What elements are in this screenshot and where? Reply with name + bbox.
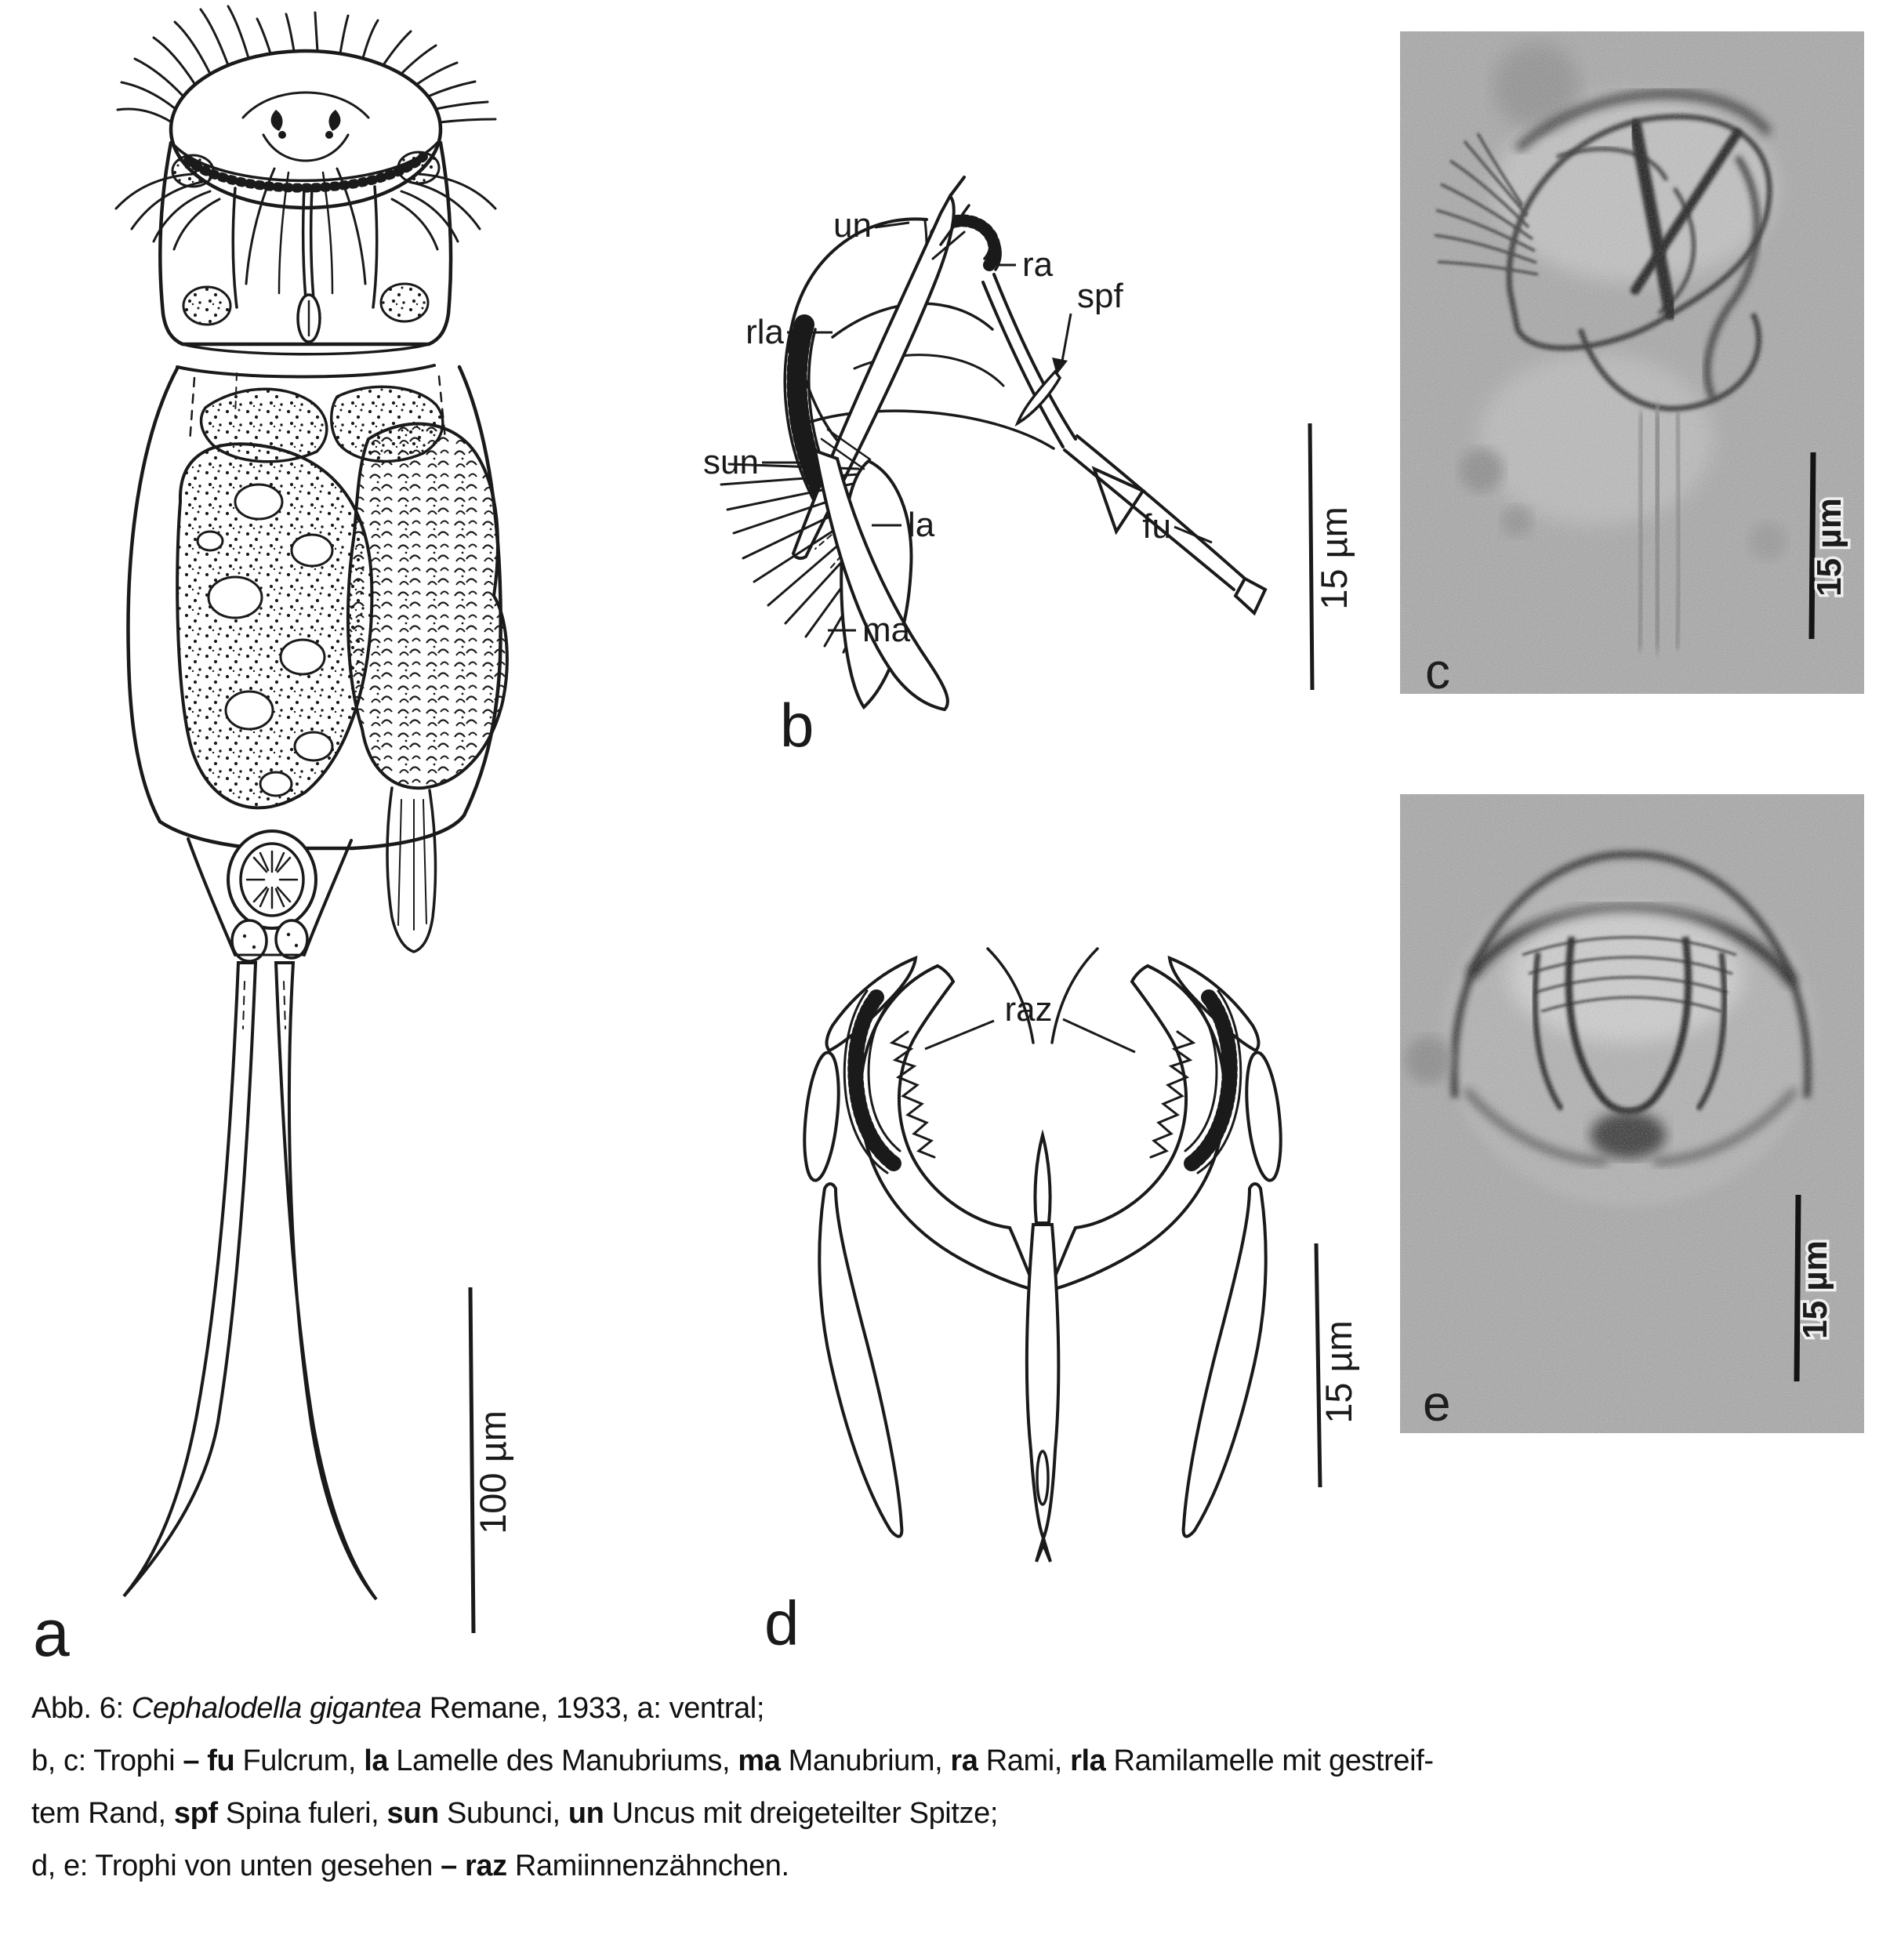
caption-line-2 (31, 1735, 1877, 1788)
caption-line-4 (31, 1840, 1877, 1893)
panel-e-scale-label: 15 µm (1796, 1240, 1834, 1339)
caption-text: Remane, 1933, a: ventral; (421, 1692, 765, 1725)
panel-d-scale-bar (1316, 1243, 1359, 1487)
caption-text: d, e: Trophi von unten gesehen (31, 1849, 441, 1882)
label-raz: raz (1004, 990, 1053, 1029)
caption-text: Uncus mit dreigeteilter Spitze; (604, 1797, 998, 1830)
caption-abbr-ma: ma (738, 1744, 781, 1777)
label-rla: rla (745, 313, 784, 351)
label-fu: fu (1142, 507, 1171, 546)
caption-abbr-fu: – fu (183, 1744, 235, 1777)
caption-text: Ramilamelle mit gestreif- (1105, 1744, 1434, 1777)
panel-a-drawing (116, 6, 507, 1599)
panel-b-scale-bar (1310, 423, 1355, 690)
label-un: un (833, 206, 872, 245)
panel-b-drawing (721, 177, 1265, 710)
caption-line-1 (31, 1682, 1877, 1735)
figure-caption (31, 1682, 1877, 1893)
caption-text: Ramiinnenzähnchen. (506, 1849, 789, 1882)
label-spf: spf (1077, 277, 1123, 315)
panel-d-right (1049, 949, 1286, 1537)
caption-abbr-raz: – raz (441, 1849, 507, 1882)
panel-a-letter: a (33, 1596, 70, 1670)
panel-c-scale-label: 15 µm (1810, 498, 1848, 597)
label-la: la (908, 506, 935, 544)
caption-text: Subunci, (438, 1797, 568, 1830)
caption-text: Lamelle des Manubriums, (388, 1744, 738, 1777)
caption-abbr-spf: spf (173, 1797, 218, 1830)
panel-d-left (800, 949, 1036, 1537)
caption-text: b, c: Trophi (31, 1744, 183, 1777)
caption-text: Fulcrum, (234, 1744, 365, 1777)
panel-b-labels (703, 206, 1212, 649)
caption-text: Spina fuleri, (217, 1797, 387, 1830)
caption-line-3 (31, 1788, 1877, 1840)
panel-e-photo (1400, 794, 1864, 1433)
panel-b-scale-label: 15 µm (1313, 506, 1355, 610)
panel-a-scale-bar (470, 1287, 513, 1633)
caption-abbr-sun: sun (386, 1797, 439, 1830)
panel-b-letter: b (780, 691, 814, 760)
caption-abbr-un: un (568, 1797, 604, 1830)
caption-abbr-rla: rla (1070, 1744, 1106, 1777)
panel-c-letter: c (1425, 643, 1450, 699)
panel-a-scale-label: 100 µm (472, 1410, 513, 1534)
panel-d-letter: d (764, 1588, 800, 1658)
label-ra: ra (1022, 245, 1054, 284)
panel-e-letter: e (1423, 1375, 1451, 1432)
caption-abbr-ra: ra (950, 1744, 978, 1777)
panel-c-photo (1400, 31, 1864, 699)
caption-text: Manubrium, (780, 1744, 951, 1777)
label-sun: sun (703, 443, 759, 481)
label-ma: ma (862, 611, 911, 649)
panel-d-scale-label: 15 µm (1318, 1320, 1359, 1424)
photo-c-grain (1400, 31, 1864, 694)
caption-abbr-la: la (364, 1744, 389, 1777)
panel-d-drawing (800, 949, 1286, 1562)
caption-species-name: Cephalodella gigantea (131, 1692, 422, 1725)
caption-text: tem Rand, (31, 1797, 174, 1830)
panel-d-labels (925, 990, 1135, 1052)
caption-text: Abb. 6: (31, 1692, 132, 1725)
caption-text: Rami, (978, 1744, 1071, 1777)
